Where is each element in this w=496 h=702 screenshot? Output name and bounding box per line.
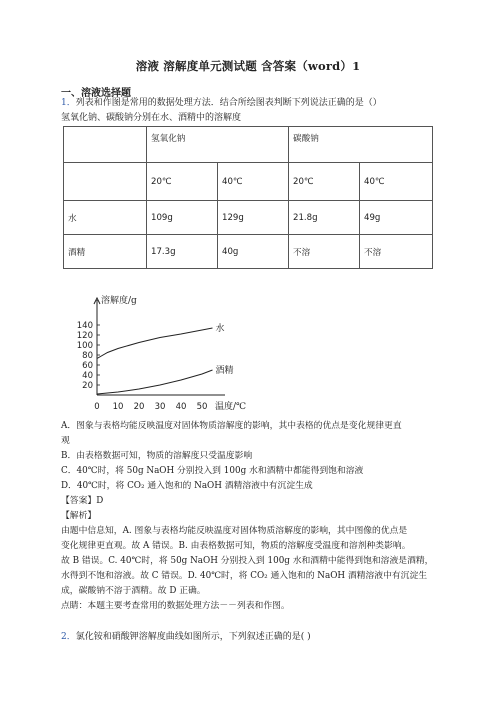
x-axis-title: 温度/℃ — [215, 402, 247, 412]
y-tick-label: 100 — [76, 341, 93, 351]
temp-cell: 40℃ — [360, 163, 433, 201]
table-cell: 17.3g — [147, 235, 218, 269]
series-label: 酒精 — [215, 366, 234, 376]
option-c: C．40℃时，将 50g NaOH 分别投入到 100g 水和酒精中都能得到饱和溶液 — [61, 466, 364, 476]
analysis-line: 成，碳酸钠不溶于酒精。故 D 正确。 — [61, 586, 206, 596]
x-tick-label: 30 — [154, 402, 166, 412]
table-cell: 129g — [218, 201, 289, 235]
option-d: D．40℃时，将 CO₂ 通入饱和的 NaOH 酒精溶液中有沉淀生成 — [61, 481, 313, 491]
y-tick-label: 60 — [82, 361, 93, 371]
analysis-line: 故 B 错误。C. 40℃时，将 50g NaOH 分别投入到 100g 水和酒精中能得到饱和溶液是酒精， — [61, 556, 434, 566]
table-cell: 109g — [147, 201, 218, 235]
y-tick-label: 80 — [82, 351, 93, 361]
row-label-alcohol: 酒精 — [64, 235, 147, 269]
solubility-table — [63, 126, 433, 269]
table-cell: 49g — [360, 201, 433, 235]
header-na2co3: 碳酸钠 — [289, 127, 433, 163]
table-corner-cell — [64, 127, 147, 163]
temp-cell: 20℃ — [147, 163, 218, 201]
section-heading: 一、溶液选择题 — [61, 88, 131, 99]
table-caption: 氢氧化钠、碳酸钠分别在水、酒精中的溶解度 — [61, 113, 242, 123]
row-label-water: 水 — [64, 201, 147, 235]
analysis-line: 变化规律更直观。故 A 错误。B. 由表格数据可知，物质的溶解度受温度和溶剂种类影响。 — [61, 541, 411, 551]
table-cell: 21.8g — [289, 201, 360, 235]
x-tick-label: 0 — [94, 402, 100, 412]
question-text: 氯化铵和硝酸钾溶解度曲线如图所示，下列叙述正确的是( ) — [75, 632, 311, 642]
series-label: 水 — [215, 324, 225, 334]
x-tick-label: 20 — [133, 402, 145, 412]
y-tick-label: 120 — [76, 331, 93, 341]
option-a-cont: 观 — [61, 436, 70, 446]
y-tick-label: 40 — [82, 371, 93, 381]
table-cell: 不溶 — [289, 235, 360, 269]
y-axis-title: 溶解度/g — [101, 296, 137, 306]
question-1-stem — [61, 96, 441, 111]
series-line-alcohol — [97, 370, 213, 394]
question-2-stem — [61, 630, 441, 645]
temp-cell: 40℃ — [218, 163, 289, 201]
header-naoh: 氢氧化钠 — [147, 127, 289, 163]
analysis-line: 由题中信息知，A. 图象与表格均能反映温度对固体物质溶解度的影响，其中图像的优点是 — [61, 526, 408, 536]
analysis-label: 【解析】 — [61, 511, 97, 521]
x-tick-label: 50 — [196, 402, 208, 412]
table-cell: 不溶 — [360, 235, 433, 269]
temp-cell: 20℃ — [289, 163, 360, 201]
y-tick-label: 20 — [82, 381, 93, 391]
document-title: 溶液 溶解度单元测试题 含答案（word）1 — [135, 59, 361, 73]
analysis-note: 点睛：本题主要考查常用的数据处理方法－－列表和作图。 — [61, 601, 290, 611]
x-tick-label: 40 — [175, 402, 187, 412]
option-b: B．由表格数据可知，物质的溶解度只受温度影响 — [61, 451, 253, 461]
answer-label: 【答案】D — [61, 496, 104, 506]
table-empty-cell — [64, 163, 147, 201]
solubility-chart — [76, 294, 285, 419]
question-number: 2． — [61, 632, 76, 642]
table-cell: 40g — [218, 235, 289, 269]
series-line-water — [97, 328, 213, 359]
y-tick-label: 140 — [76, 321, 93, 331]
option-a: A．图象与表格均能反映温度对固体物质溶解度的影响，其中表格的优点是变化规律更直 — [61, 421, 402, 431]
question-number: 1． — [61, 98, 76, 108]
question-text: 列表和作图是常用的数据处理方法．结合所绘图表判断下列说法正确的是（） — [75, 98, 382, 108]
x-tick-label: 10 — [112, 402, 124, 412]
analysis-line: 水得到不饱和溶液。故 C 错误。D. 40℃时，将 CO₂ 通入饱和的 NaOH 酒精溶液中有沉淀生 — [61, 571, 428, 581]
